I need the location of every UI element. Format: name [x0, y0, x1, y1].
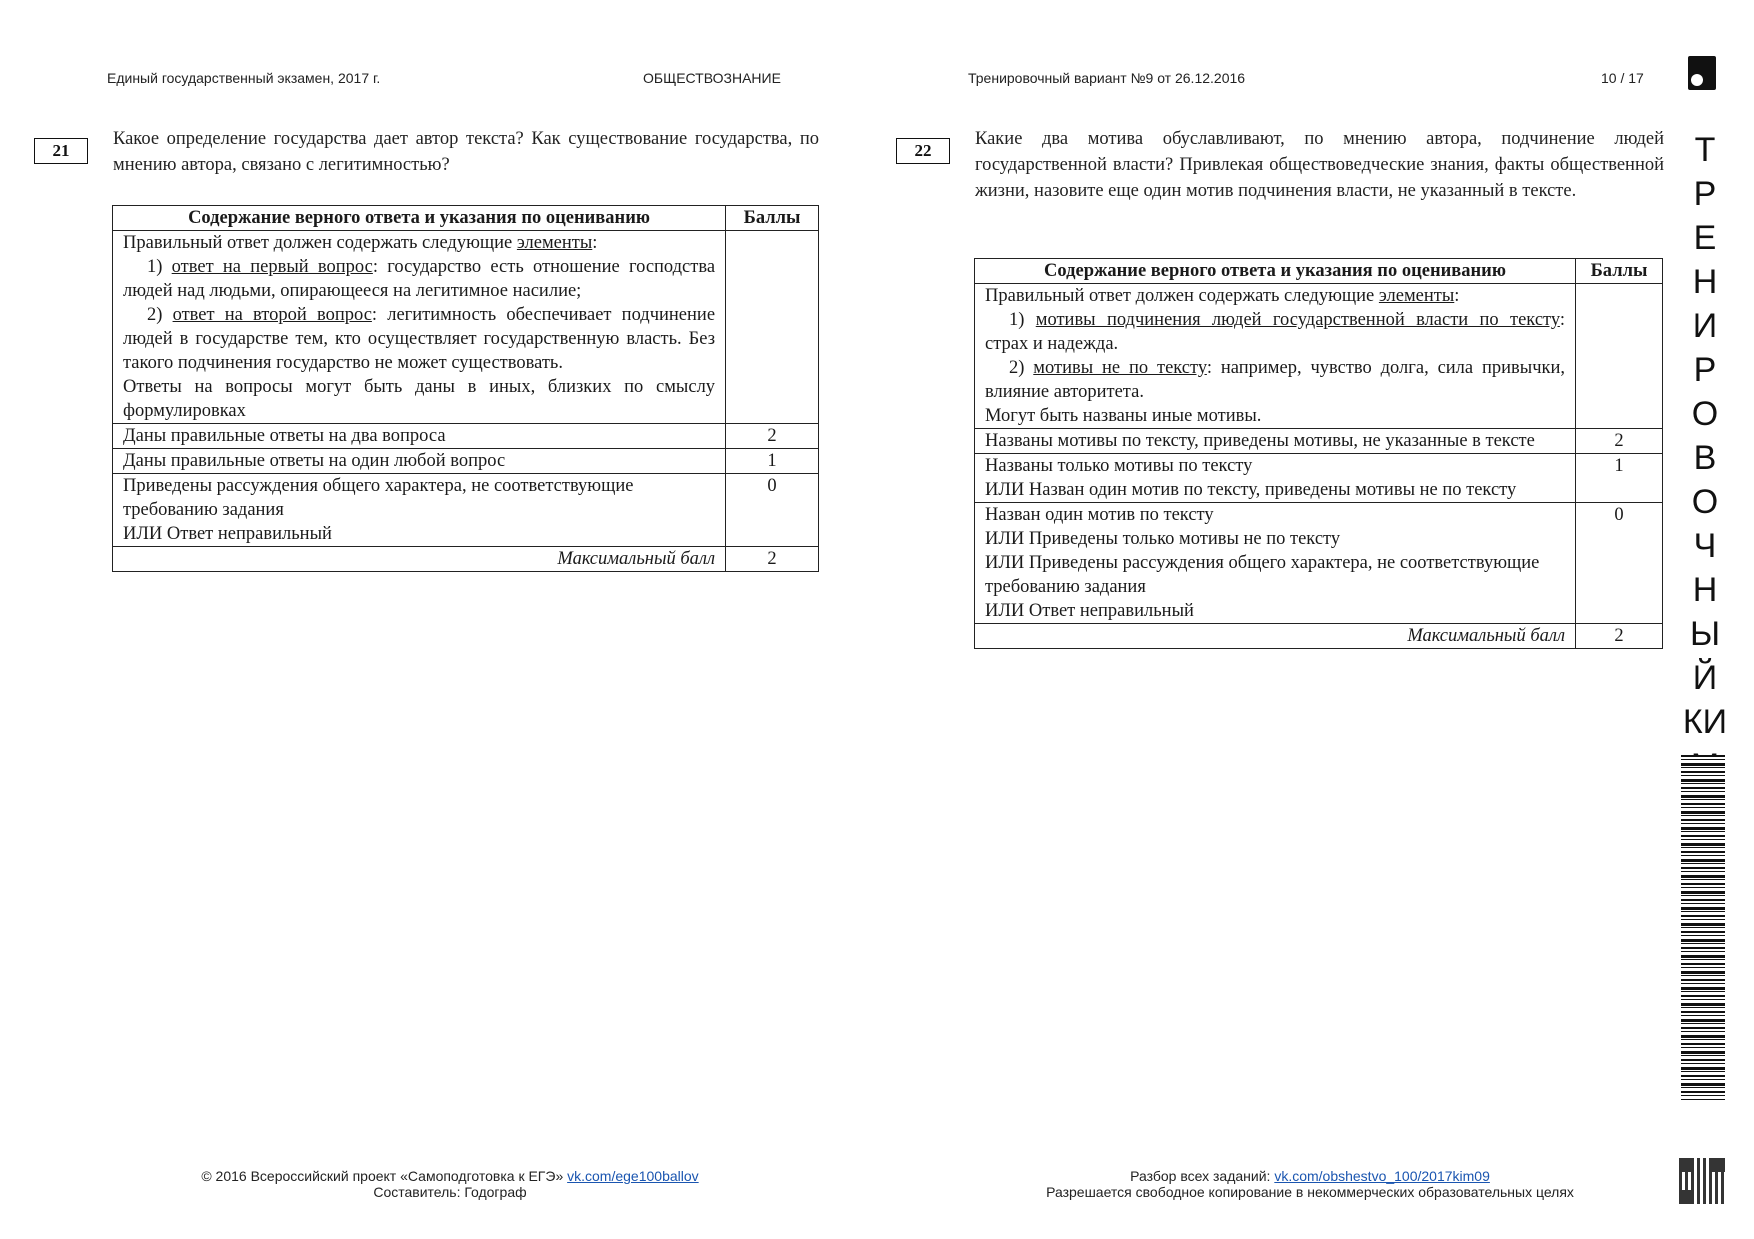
- answer-item-1: 1) мотивы подчинения людей государственной власти по тексту: страх и надежда.: [985, 310, 1566, 354]
- side-letter: КИ: [1682, 703, 1728, 741]
- side-letter: Р: [1693, 351, 1717, 389]
- criterion-points: 2: [1576, 429, 1663, 454]
- criterion-line: ИЛИ Приведены только мотивы не по тексту: [985, 529, 1341, 549]
- corner-marker-icon: [1688, 56, 1716, 90]
- side-letter: Н: [1692, 571, 1718, 609]
- table-header-row: [975, 259, 1663, 284]
- side-letter: И: [1692, 307, 1718, 345]
- criterion-line: ИЛИ Ответ неправильный: [985, 601, 1194, 621]
- table-header-row: [113, 206, 819, 231]
- footer-left: [150, 1168, 750, 1200]
- task-22-number: 22: [896, 138, 950, 164]
- table-row: [113, 474, 819, 547]
- max-score-value: 2: [726, 547, 819, 572]
- criterion-points: 2: [726, 424, 819, 449]
- side-vertical-label: [1675, 128, 1735, 788]
- task-22-grading-table: [974, 258, 1663, 649]
- max-score-row: [113, 547, 819, 572]
- footer-license: Разрешается свободное копирование в некоммерческих образовательных целях: [1046, 1184, 1574, 1200]
- points-header: Баллы: [726, 206, 819, 231]
- side-letter: Ч: [1693, 527, 1717, 565]
- side-letter: Р: [1693, 175, 1717, 213]
- task-21-grading-table: [112, 205, 819, 572]
- content-header: Содержание верного ответа и указания по оцениванию: [975, 259, 1576, 284]
- answer-row: [113, 231, 819, 424]
- side-letter: Н: [1692, 263, 1718, 301]
- criterion-line: ИЛИ Назван один мотив по тексту, приведены мотивы не по тексту: [985, 480, 1517, 500]
- exam-title: Единый государственный экзамен, 2017 г.: [107, 70, 381, 86]
- table-row: [113, 449, 819, 474]
- answer-points: [1576, 284, 1663, 429]
- answer-intro: Правильный ответ должен содержать следующие элементы:: [123, 233, 598, 253]
- table-row: [975, 503, 1663, 624]
- criterion-text: [975, 454, 1576, 503]
- criterion-text: [113, 474, 726, 547]
- points-header: Баллы: [1576, 259, 1663, 284]
- table-row: [113, 424, 819, 449]
- criterion-text: [975, 503, 1576, 624]
- answer-item-1: 1) ответ на первый вопрос: государство есть отношение господства людей над людьми, опирающееся на легитимное насилие;: [123, 257, 716, 301]
- side-letter: О: [1691, 483, 1719, 521]
- answer-note: Могут быть названы иные мотивы.: [985, 406, 1262, 426]
- criterion-line: ИЛИ Ответ неправильный: [123, 524, 332, 544]
- footer-copyright: © 2016 Всероссийский проект «Самоподготовка к ЕГЭ» vk.com/ege100ballov: [201, 1168, 699, 1184]
- footer-right: [1000, 1168, 1620, 1200]
- side-letter: Е: [1693, 219, 1717, 257]
- answer-content: [975, 284, 1576, 429]
- criterion-points: 1: [726, 449, 819, 474]
- criterion-text: Названы мотивы по тексту, приведены мотивы, не указанные в тексте: [975, 429, 1576, 454]
- criterion-text: Даны правильные ответы на два вопроса: [113, 424, 726, 449]
- criterion-line: Назван один мотив по тексту: [985, 505, 1214, 525]
- answer-content: [113, 231, 726, 424]
- max-score-label: Максимальный балл: [113, 547, 726, 572]
- answer-points: [726, 231, 819, 424]
- variant-label: Тренировочный вариант №9 от 26.12.2016: [968, 70, 1246, 86]
- criterion-line: Названы только мотивы по тексту: [985, 456, 1253, 476]
- max-score-label: Максимальный балл: [975, 624, 1576, 649]
- table-row: [975, 454, 1663, 503]
- criterion-line: Приведены рассуждения общего характера, не соответствующие требованию задания: [123, 476, 634, 520]
- criterion-text: Даны правильные ответы на один любой вопрос: [113, 449, 726, 474]
- task-21-question: Какое определение государства дает автор текста? Как существование государства, по мнению автора, связано с легитимностью?: [113, 129, 819, 175]
- max-score-row: [975, 624, 1663, 649]
- table-row: [975, 429, 1663, 454]
- side-letter: В: [1693, 439, 1717, 477]
- footer-author: Составитель: Годограф: [373, 1184, 527, 1200]
- side-letter: О: [1691, 395, 1719, 433]
- footer-analysis: Разбор всех заданий: vk.com/obshestvo_100/2017kim09: [1130, 1168, 1490, 1184]
- footer-link-analysis[interactable]: vk.com/obshestvo_100/2017kim09: [1274, 1168, 1490, 1184]
- criterion-points: 1: [1576, 454, 1663, 503]
- answer-intro: Правильный ответ должен содержать следующие элементы:: [985, 286, 1460, 306]
- page-number: 10 / 17: [1601, 70, 1644, 86]
- task-22-question: Какие два мотива обуславливают, по мнению автора, подчинение людей государственной власти? Привлекая обществоведческие знания, факты общественной жизни, назовите еще один мотив подчинения власти, не указанный в тексте.: [975, 129, 1664, 201]
- content-header: Содержание верного ответа и указания по оцениванию: [113, 206, 726, 231]
- answer-note: Ответы на вопросы могут быть даны в иных, близких по смыслу формулировках: [123, 377, 716, 421]
- criterion-points: 0: [726, 474, 819, 547]
- answer-row: [975, 284, 1663, 429]
- answer-item-2: 2) ответ на второй вопрос: легитимность обеспечивает подчинение людей в государстве тем, кто осуществляет государственную власть. Без такого подчинения государство не может существовать.: [123, 305, 716, 373]
- max-score-value: 2: [1576, 624, 1663, 649]
- barcode-icon: [1681, 755, 1725, 1100]
- criterion-points: 0: [1576, 503, 1663, 624]
- answer-item-2: 2) мотивы не по тексту: например, чувство долга, сила привычки, влияние авторитета.: [985, 358, 1566, 402]
- task-21-number: 21: [34, 138, 88, 164]
- qr-code-icon: [1679, 1158, 1725, 1204]
- footer-link-project[interactable]: vk.com/ege100ballov: [567, 1168, 699, 1184]
- side-letter: Й: [1692, 659, 1718, 697]
- criterion-line: ИЛИ Приведены рассуждения общего характера, не соответствующие требованию задания: [985, 553, 1540, 597]
- side-letter: Т: [1694, 131, 1716, 169]
- side-letter: Ы: [1689, 615, 1721, 653]
- subject-title: ОБЩЕСТВОЗНАНИЕ: [643, 70, 781, 86]
